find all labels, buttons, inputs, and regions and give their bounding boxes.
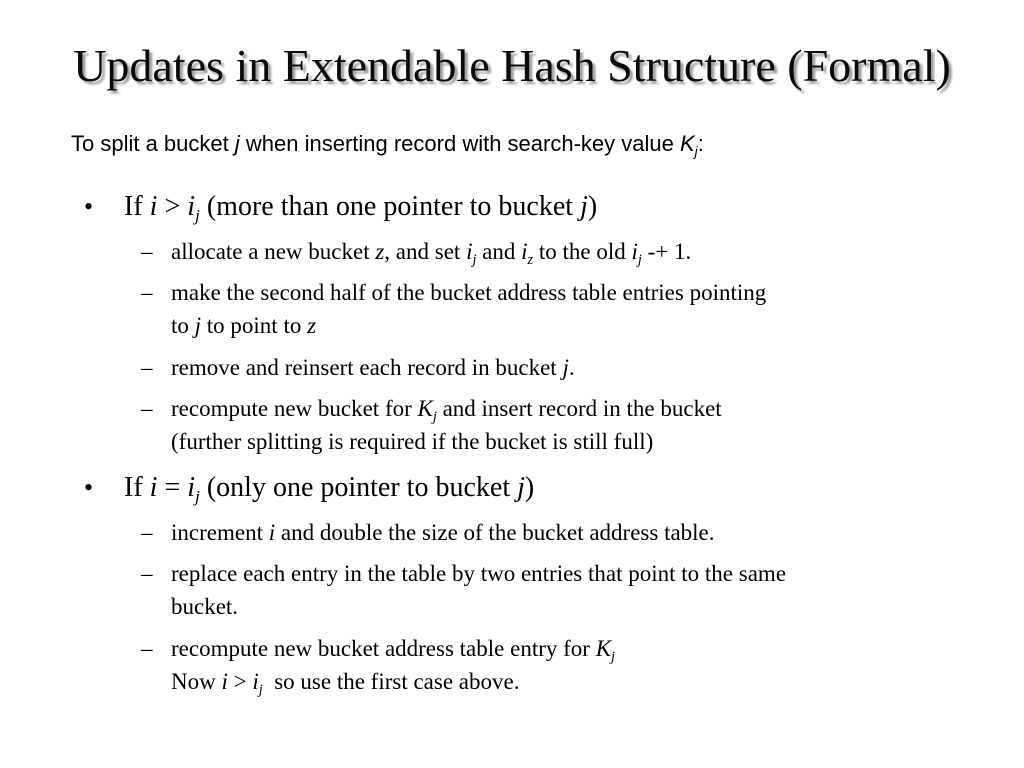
case2-subitem-replace: – replace each entry in the table by two entries that point to the same bucket. [171,557,786,623]
case2-subitem-increment: – increment i and double the size of the bucket address table. [171,516,715,549]
dash-icon: – [141,239,153,264]
dash-icon: – [141,561,153,586]
case1-bullet-item: • If $i > i_j$ (more than one pointer to bucket j) [84,191,598,226]
case1-subitem-allocate: – allocate a new bucket z, and set $i_j$ and $i_z$ to the old $i_j -+ 1$. [171,235,691,268]
intro-text: To split a bucket j when inserting record with search-key value $K_j$: [71,131,704,159]
dash-icon: – [141,280,153,305]
case1-subitem-recompute: – recompute new bucket for $K_j$ and insert record in the bucket (further splitting is required if the bucket is still full) [171,392,722,458]
case1-subitem-second-half: – make the second half of the bucket address table entries pointing to j to point to z [171,276,766,342]
case1-subitem-reinsert: – remove and reinsert each record in bucket j. [171,351,575,384]
slide-title: Updates in Extendable Hash Structure (Formal) [73,40,951,91]
bullet-icon: • [84,473,94,502]
case2-bullet-item: • If $i = i_j$ (only one pointer to bucket j) [84,472,535,507]
dash-icon: – [141,396,153,421]
dash-icon: – [141,636,153,661]
dash-icon: – [141,355,153,380]
bullet-icon: • [84,192,94,221]
case2-subitem-recompute: – recompute new bucket address table entry for $K_j$ Now $i > i_j$ so use the first case above. [171,632,615,698]
dash-icon: – [141,520,153,545]
